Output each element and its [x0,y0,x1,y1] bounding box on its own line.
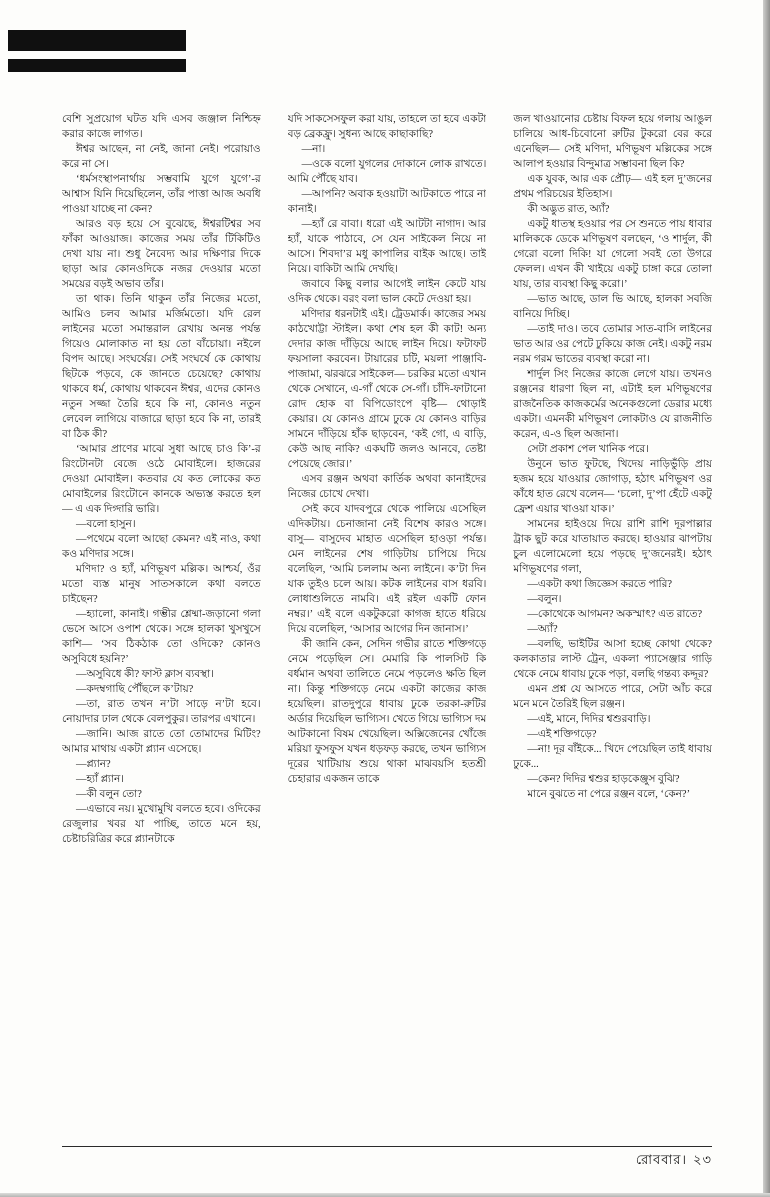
paragraph: ‘আমার প্রাণের মাঝে সুধা আছে চাও কি’-র রিংটোনটা বেজে ওঠে মোবাইলে। হাজরের দেওয়া মোবাইল। কতবার যে কত লোকের কত মোবাইলের রিংটোনে কানকে অভ্যস্ত করতে হল— এ এক দিগ্দারি ভারি। [62,444,261,515]
text-column-2 [288,112,487,1138]
paragraph: জল খাওয়ানোর চেষ্টায় বিফল হয়ে গলায় আঙুল চালিয়ে আধ-চিবোনো রুটির টুকরো বের করে এনেছিল— সেই মণিদা, মণিভূষণ মল্লিকের সঙ্গে আলাপ হওয়ার বিন্দুমাত্র সম্ভাবনা ছিল কি? [513,114,713,170]
paragraph: সেই কবে যাদবপুরে থেকে পালিয়ে এসেছিল এদিকটায়। চেনাজানা নেই বিশেষ কারও সঙ্গে। বাসু— বাসুদেব মাহাত এসেছিল হাওড়া পর্যন্ত। মেন লাইনের শেষ গাড়িটায় চাপিয়ে দিয়ে বলেছিল, ‘আমি চললাম অন্য লাইনে। ক’টা দিন যাক তুইও চলে আয়। কটক লাইনের বাস ধরবি। লোধাশুলিতে নামবি। এই রইল একটি ফোন নম্বর।’ এই বলে একটুকরো কাগজ হাতে ধরিয়ে দিয়ে বলেছিল, ‘আসার আগের দিন জানাস।’ [287,504,487,635]
paragraph: —কদম্বগাছি পৌঁছলে ক’টায়? [76,684,194,695]
paragraph: —ওকে বলো যুগলের দোকানে লোক রাখতে। আমি পৌঁছে যাব। [287,159,487,185]
paragraph: —অ্যাঁ? [527,624,558,635]
paragraph: সেটা প্রকাশ পেল খানিক পরে। [527,444,649,455]
header-bar-thick [8,30,186,51]
paragraph: —তা, রাত তখন ন’টা সাড়ে ন’টা হবে। নোয়াদার ঢাল থেকে বেলপুকুর। তারপর এখানে। [62,699,261,725]
paragraph: —বলছি, ভাইটির আসা হচ্ছে কোথা থেকে? কলকাতার লাস্ট ট্রেন, একলা প্যাসেঞ্জার গাড়ি থেকে নেমে ধাবায় ঢুকে পড়া, বলছি গন্তব্য কদ্দূর? [513,639,713,680]
text-column-3 [513,112,712,1138]
paragraph: —হ্যাঁ রে বাবা। ধরো এই আটটা নাগাদ। আর হ্যাঁ, যাকে পাঠাবে, সে যেন সাইকেল নিয়ে না আসে। শিবদা’র মধু কাপালির বাইক আছে। তাই নিয়ে। বাকিটা আমি দেখছি। [287,219,487,275]
paragraph: এক যুবক, আর এক প্রৌঢ়— এই হল দু’জনের প্রথম পরিচয়ের ইতিহাস। [513,174,713,200]
paragraph: —পথেমে বলো আছো কেমন? এই নাও, কথা কও মণিদার সঙ্গে। [62,534,261,560]
paragraph: মণিদা? ও হ্যাঁ, মণিভূষণ মল্লিক। আশ্চর্য, ওঁর মতো ব্যস্ত মানুষ সাতসকালে কথা বলতে চাইছেন? [62,564,261,605]
paragraph: —বলো হাসুন। [76,519,136,530]
paragraph: তা থাক। তিনি থাকুন তাঁর নিজের মতো, আমিও চলব আমার মর্জিমতো। যদি রেল লাইনের মতো সমান্তরাল রেখায় অনন্ত পর্যন্ত গিয়েও মোলাকাত না হয় তো বাঁচোয়া। নইলে বিপদ আছে। সংঘর্ষের। সেই সংঘর্ষে কে কোথায় ছিটকে পড়বে, কে জানতে চেয়েছে? কোথায় থাকবে ধর্ম, কোথায় থাকবেন ঈশ্বর, এদের কোনও নতুন সজ্জা তৈরি হবে কি না, কোনও নতুন লেবেল লাগিয়ে বাজারে ছাড়া হবে কি না, তারই বা ঠিক কী? [62,294,261,440]
scan-edge-right [763,0,770,1197]
paragraph: উনুনে ভাত ফুটছে, খিদেয় নাড়িভুঁড়ি প্রায় হজম হয়ে যাওয়ার জোগাড়, হঠাৎ মণিভূষণ ওর কাঁধে হাত রেখে বলেন— ‘চলো, দু’পা হেঁটে একটু ফ্রেশ এয়ার খাওয়া যাক।’ [513,459,713,515]
paragraph: মানে বুঝতে না পেরে রঞ্জন বলে, ‘কেন?’ [527,789,691,800]
paragraph: বেশি সুপ্রয়োগ ঘটত যদি এসব জঞ্জাল নিশ্চিহ্ন করার কাজে লাগত। [62,114,261,140]
paragraph: —হ্যালো, কানাই। গম্ভীর শ্লেষ্মা-জড়ানো গলা ভেসে আসে ওপাশ থেকে। সঙ্গে হালকা খুসখুসে কাশি— ‘সব ঠিকঠাক তো ওদিকে? কোনও অসুবিধে হয়নি?’ [62,609,261,665]
paragraph: —এভাবে নয়। মুখোমুখি বলতে হবে। ওদিকের রেজুলার খবর যা পাচ্ছি, তাতে মনে হয়, চেষ্টাচরিত্রির করে প্ল্যানটাকে [62,804,261,845]
footer-rule [62,1146,712,1147]
folio [62,1151,712,1172]
paragraph: মণিদার ধরনটাই এই। ট্রেডমার্ক। কাজের সময় কাঠখোট্টা স্টাইল। কথা শেষ হল কী কাট! অন্য দেদার কাজ দাঁড়িয়ে আছে লাইন দিয়ে। ফটাফট ফয়সালা করবেন। টায়ারের চটি, ময়লা পাঞ্জাবি-পাজামা, ঝরঝরে সাইকেল— চরকির মতো এখান থেকে সেখানে, এ-গাঁ থেকে সে-গাঁ। চাঁদি-ফাটানো রোদ হোক বা বিপিডোংপে বৃষ্টি— থোড়াই কেয়ার। যে কোনও গ্রামে ঢুকে যে কোনও বাড়ির সামনে দাঁড়িয়ে হাঁক ছাড়বেন, ‘কই গো, এ বাড়ি, কেউ আছ নাকি? একঘটি জলও আনবে, তেষ্টা পেয়েছে জোর।’ [287,309,487,470]
paragraph: কী জানি কেন, সেদিন গভীর রাতে শক্তিগড়ে নেমে পড়েছিল সে। মেমারি কি পালসিট কি বর্ধমান অথবা তালিতে নেমে পড়লেও ক্ষতি ছিল না। কিন্তু শক্তিগড়ে নেমে একটা কাজের কাজ হয়েছিল। রাতদুপুরে ধাবায় ঢুকে তরকা-রুটির অর্ডার দিয়েছিল ভাগ্যিস। খেতে গিয়ে ভাগ্যিস দম আটকানো বিষম খেয়েছিল। অক্সিজেনের খোঁজে মরিয়া ফুসফুস যখন ধড়ফড় করছে, তখন ভাগ্যিস দূরের খাটিয়ায় শুয়ে থাকা মাঝবয়সি হতশ্রী চেহারার একজন তাকে [287,639,487,785]
paragraph: —অসুবিধে কী? ফাস্ট ক্লাস ব্যবস্থা। [76,669,214,680]
page-number: ২৩ [693,1152,712,1167]
paragraph: একটু ধাতস্থ হওয়ার পর সে শুনতে পায় ধাবার মালিককে ডেকে মণিভূষণ বলছেন, ‘ও শার্দুল, কী গেরো বলো দিকি! যা গেলো সবই তো উগরে ফেলল। এখন কী খাইয়ে একটু চাঙ্গা করে তোলা যায়, তার ব্যবস্থা কিছু করো।’ [513,219,713,290]
paragraph: আরও বড় হয়ে সে বুঝেছে, ঈশ্বরটিশ্বর সব ফাঁকা আওয়াজ। কাজের সময় তাঁর টিকিটিও দেখা যায় না। শুধু নৈবেদ্য আর দক্ষিণার দিকে ছাড়া আর কোনওদিকে নজর দেওয়ার মতো সময়ের বড়ই অভাব তাঁর। [62,219,261,290]
paragraph: —এই, মানে, দিদির শ্বশুরবাড়ি। [527,714,651,725]
paragraph: —আপনি? অবাক হওয়াটা আটকাতে পারে না কানাই। [287,189,487,215]
paragraph: —একটা কথা জিজ্ঞেস করতে পারি? [527,579,673,590]
header-bar-thin [8,59,186,72]
paragraph: কী অদ্ভুত রাত, অ্যাঁ? [527,204,610,215]
article-body [62,112,712,1138]
paragraph: —জানি। আজ রাতে তো তোমাদের মিটিং? আমার মাথায় একটা প্ল্যান এসেছে। [62,729,261,755]
paragraph: —প্ল্যান? [76,759,111,770]
paragraph: —হ্যাঁ প্ল্যান। [76,774,125,785]
paragraph: —কোথেকে আগমন? অকস্মাৎ? এত রাতে? [527,609,703,620]
text-column-1 [62,112,261,1138]
paragraph: —না। [301,144,326,155]
paragraph: —না! দূর বাঁইকে... খিদে পেয়েছিল তাই ধাবায় ঢুকে... [513,744,713,770]
paragraph: —তাই দাও। তবে তোমার সাত-বাসি লাইনের ভাত আর ওর পেটে ঢুকিয়ে কাজ নেই। একটু নরম নরম গরম ভাতের ব্যবস্থা করো না। [513,324,713,365]
paragraph: জবাবে কিছু বলার আগেই লাইন কেটে যায় ওদিক থেকে। বরং বলা ভাল কেটে দেওয়া হয়। [287,279,487,305]
magazine-name: রোববার। [635,1152,688,1167]
paragraph: —ভাত আছে, ডাল ভি আছে, হালকা সবজি বানিয়ে দিচ্ছি। [513,294,713,320]
scan-edge-bottom [0,1193,770,1197]
header-bars [8,30,186,72]
paragraph: শার্দুল সিং নিজের কাজে লেগে যায়। তখনও রঞ্জনের ধারণা ছিল না, এটাই হল মণিভূষণের রাজনৈতিক কাজকর্মের অনেকগুলো ডেরার মধ্যে একটা। এমনকী মণিভূষণ লোকটাও যে রাজনীতি করেন, এ-ও ছিল অজানা। [513,369,713,440]
page-footer [62,1146,712,1172]
paragraph: —এই শক্তিগড়ে? [527,729,597,740]
paragraph: ‘ধর্মসংস্থাপনার্থায় সম্ভবামি যুগে যুগে’-র আশ্বাস যিনি দিয়েছিলেন, তাঁর পাত্তা আজ অবধি পাওয়া যাচ্ছে না কেন? [62,174,261,215]
paragraph: যদি সাকসেসফুল করা যায়, তাহলে তা হবে একটা বড় ব্রেকফ্রু। সুধন্য আছে কাছাকাছি? [287,114,487,140]
paragraph: এসব রঞ্জন অথবা কার্তিক অথবা কানাইদের নিজের চোখে দেখা। [287,474,487,500]
paragraph: —কী বলুন তো? [76,789,142,800]
paragraph: —কেন? দিদির শ্বশুর হাড়কেঞ্জুস বুঝি? [527,774,680,785]
paragraph: এমন প্রশ্ন যে আসতে পারে, সেটা আঁচ করে মনে মনে তৈরিই ছিল রঞ্জন। [513,684,713,710]
paragraph: সামনের হাইওয়ে দিয়ে রাশি রাশি দূরপাল্লার ট্রাক ছুট করে যাতায়াত করছে। হাওয়ার ঝাপটায় চুল এলোমেলো হয়ে পড়ছে দু’জনেরই। হঠাৎ মণিভূষণের গলা, [513,519,713,575]
paragraph: —বলুন। [527,594,562,605]
paragraph: ঈশ্বর আছেন, না নেই, জানা নেই। পরোয়াও করে না সে। [62,144,261,170]
